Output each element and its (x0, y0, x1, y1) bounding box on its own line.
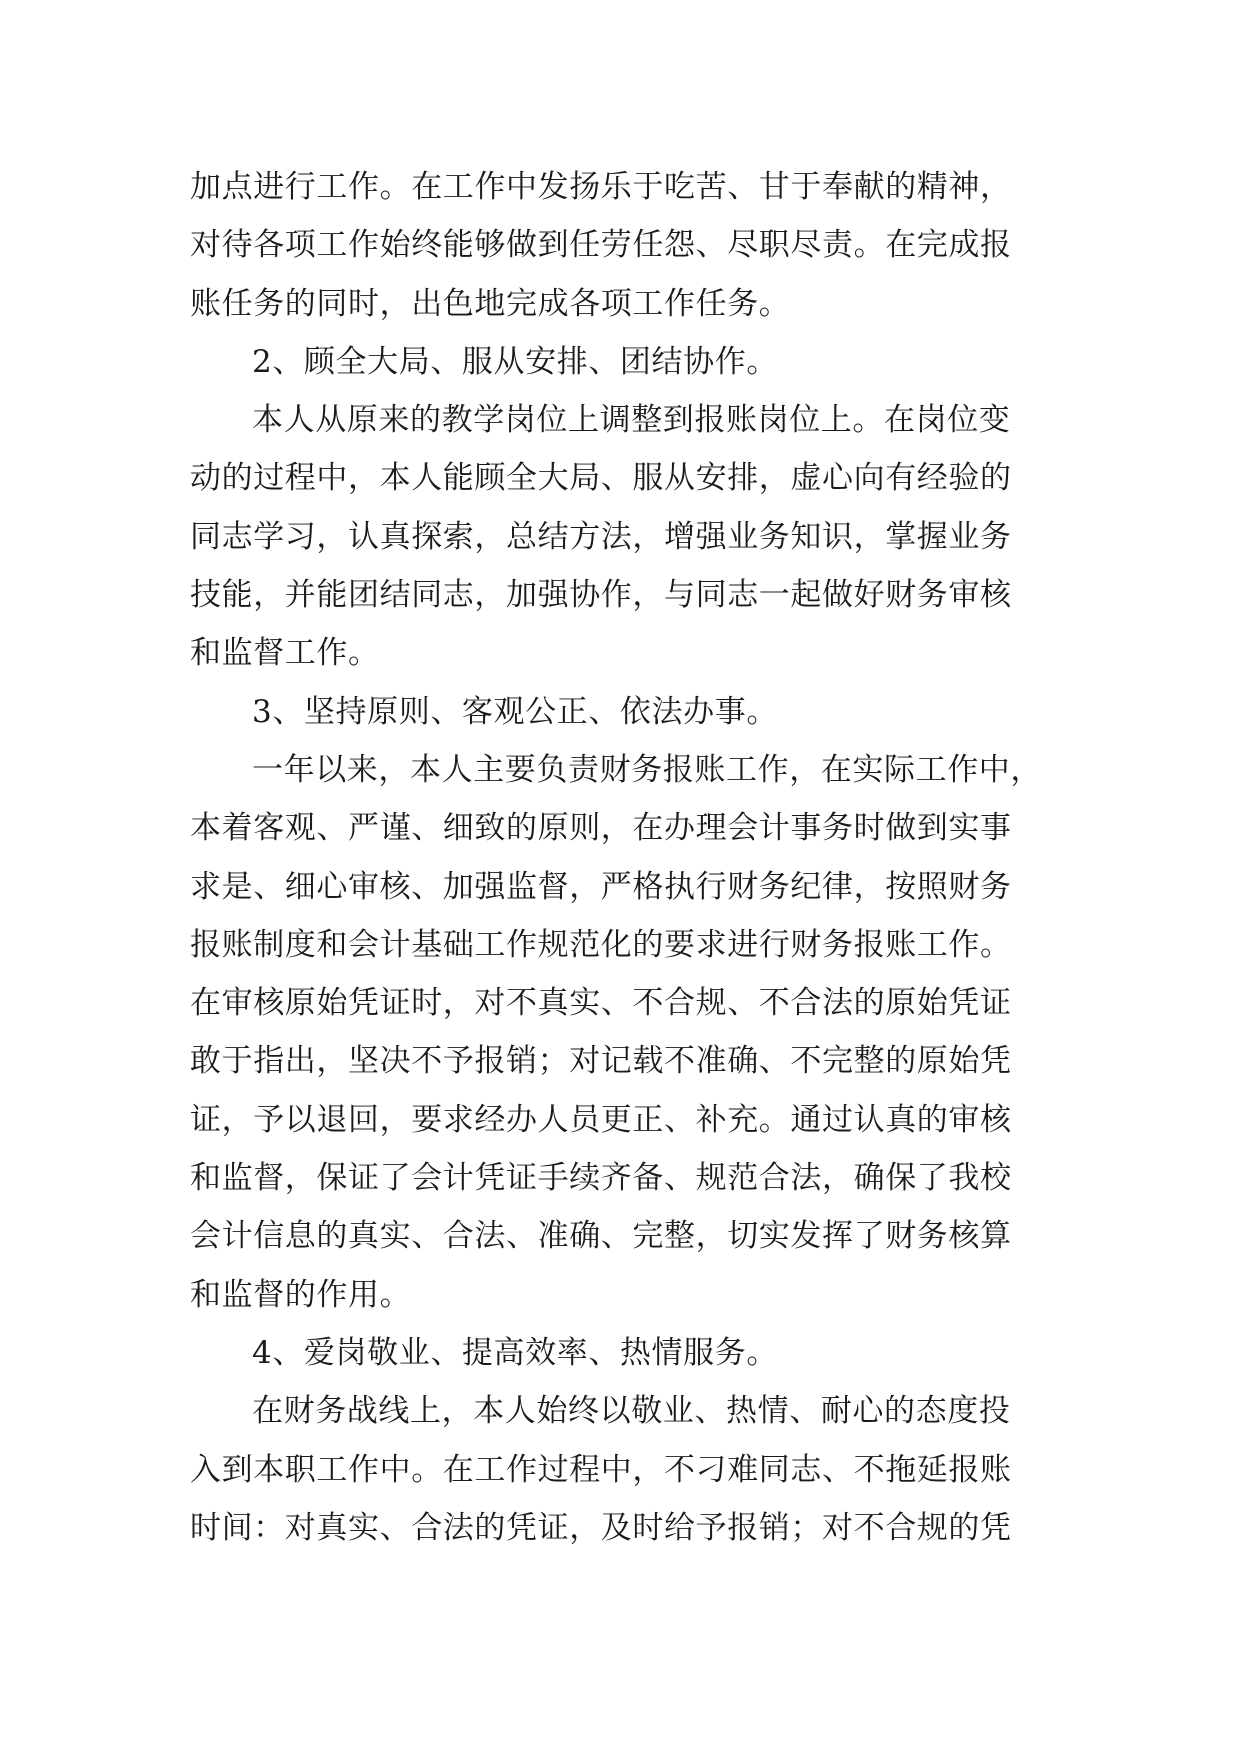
text-line: 一年以来，本人主要负责财务报账工作，在实际工作中， (252, 751, 1042, 788)
text-line: 证，予以退回，要求经办人员更正、补充。通过认真的审核 (190, 1101, 1012, 1138)
text-line: 求是、细心审核、加强监督，严格执行财务纪律，按照财务 (190, 868, 1012, 905)
text-line: 在财务战线上，本人始终以敬业、热情、耐心的态度投 (252, 1393, 1011, 1430)
text-line: 同志学习，认真探索，总结方法，增强业务知识，掌握业务 (190, 518, 1012, 555)
text-line: 对待各项工作始终能够做到任劳任怨、尽职尽责。在完成报 (190, 227, 1012, 264)
text-line: 敢于指出，坚决不予报销；对记载不准确、不完整的原始凭 (190, 1043, 1012, 1080)
text-line: 技能，并能团结同志，加强协作，与同志一起做好财务审核 (190, 577, 1012, 614)
text-line: 入到本职工作中。在工作过程中，不刁难同志、不拖延报账 (190, 1451, 1012, 1488)
text-line: 3、坚持原则、客观公正、依法办事。 (252, 693, 778, 730)
text-line: 本着客观、严谨、细致的原则，在办理会计事务时做到实事 (190, 810, 1012, 847)
text-line: 2、顾全大局、服从安排、团结协作。 (252, 343, 778, 380)
text-line: 4、爱岗敬业、提高效率、热情服务。 (252, 1334, 778, 1371)
text-line: 加点进行工作。在工作中发扬乐于吃苦、甘于奉献的精神， (190, 169, 1012, 205)
text-line: 会计信息的真实、合法、准确、完整，切实发挥了财务核算 (190, 1218, 1012, 1255)
text-line: 报账制度和会计基础工作规范化的要求进行财务报账工作。 (190, 926, 1012, 963)
text-line: 账任务的同时，出色地完成各项工作任务。 (190, 285, 791, 322)
text-line: 本人从原来的教学岗位上调整到报账岗位上。在岗位变 (252, 402, 1011, 439)
text-line: 和监督工作。 (190, 635, 380, 672)
text-line: 和监督的作用。 (190, 1276, 412, 1313)
text-line: 时间：对真实、合法的凭证，及时给予报销；对不合规的凭 (190, 1509, 1012, 1546)
text-line: 在审核原始凭证时，对不真实、不合规、不合法的原始凭证 (190, 985, 1012, 1022)
text-line: 动的过程中，本人能顾全大局、服从安排，虚心向有经验的 (190, 460, 1012, 497)
document-body (190, 158, 1060, 1557)
text-line: 和监督，保证了会计凭证手续齐备、规范合法，确保了我校 (190, 1160, 1012, 1197)
